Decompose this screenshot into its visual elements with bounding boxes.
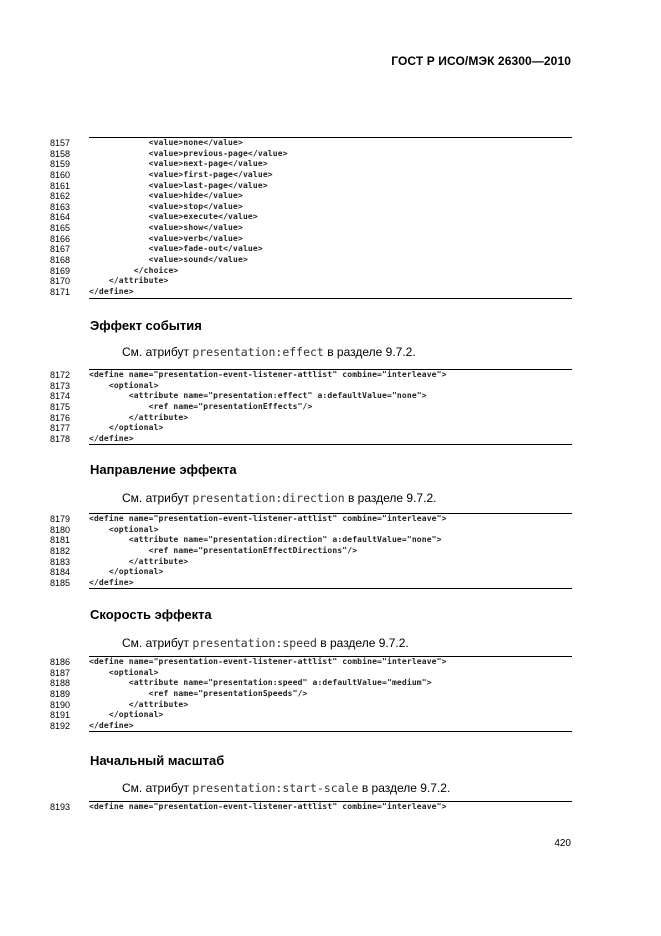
section-paragraph [122, 636, 409, 650]
line-number: 8157 [50, 138, 71, 148]
code-line [50, 668, 572, 679]
code-line [50, 170, 572, 181]
line-number: 8185 [50, 577, 71, 588]
code-text: <value>previous-page</value> [89, 148, 288, 158]
code-text: </optional> [89, 567, 164, 577]
code-text: <define name="presentation-event-listener-attlist" combine="interleave"> [89, 657, 447, 666]
code-line [50, 266, 572, 277]
line-number: 8187 [50, 667, 71, 678]
code-text: <ref name="presentationEffectDirections"/> [89, 545, 358, 555]
code-lines [50, 138, 572, 298]
code-text: <define name="presentation-event-listener-attlist" combine="interleave"> [89, 370, 447, 379]
attribute-term: presentation:start-scale [192, 781, 359, 795]
line-number: 8193 [50, 802, 71, 812]
code-lines [50, 514, 572, 588]
code-line [50, 514, 572, 525]
code-line [50, 700, 572, 711]
line-number: 8159 [50, 159, 71, 170]
code-text: <attribute name="presentation:effect" a:defaultValue="none"> [89, 391, 427, 401]
code-text: <optional> [89, 380, 159, 390]
code-line [50, 525, 572, 536]
code-line [50, 159, 572, 170]
section-heading: Направление эффекта [90, 462, 237, 477]
code-listing [50, 656, 572, 732]
line-number: 8158 [50, 148, 71, 159]
line-number: 8166 [50, 233, 71, 244]
line-number: 8183 [50, 556, 71, 567]
line-number: 8181 [50, 535, 71, 546]
line-number: 8165 [50, 223, 71, 234]
code-text: <define name="presentation-event-listener-attlist" combine="interleave"> [89, 802, 447, 811]
line-number: 8172 [50, 370, 71, 380]
code-text: <value>last-page</value> [89, 180, 268, 190]
code-line [50, 546, 572, 557]
line-number: 8192 [50, 720, 71, 731]
code-line [50, 678, 572, 689]
code-text: <value>none</value> [89, 138, 243, 147]
code-text: </define> [89, 577, 134, 587]
code-text: <ref name="presentationSpeeds"/> [89, 688, 308, 698]
code-line [50, 276, 572, 287]
code-line [50, 381, 572, 392]
para-suffix: в разделе 9.7.2. [344, 491, 437, 505]
line-number: 8178 [50, 433, 71, 444]
code-text: <ref name="presentationEffects"/> [89, 401, 313, 411]
code-lines [50, 657, 572, 731]
line-number: 8176 [50, 412, 71, 423]
line-number: 8162 [50, 191, 71, 202]
code-text: </attribute> [89, 276, 169, 286]
code-listing [50, 137, 572, 299]
line-number: 8190 [50, 699, 71, 710]
section-paragraph [122, 491, 436, 505]
para-prefix: См. атрибут [122, 781, 193, 795]
code-lines [50, 802, 572, 813]
code-text: <attribute name="presentation:speed" a:defaultValue="medium"> [89, 678, 432, 688]
line-number: 8167 [50, 244, 71, 255]
para-suffix: в разделе 9.7.2. [316, 636, 409, 650]
line-number: 8161 [50, 180, 71, 191]
code-text: <value>stop</value> [89, 201, 243, 211]
code-line [50, 413, 572, 424]
para-prefix: См. атрибут [122, 636, 193, 650]
code-text: <value>first-page</value> [89, 169, 273, 179]
code-line [50, 802, 572, 813]
code-line [50, 212, 572, 223]
section-heading: Начальный масштаб [90, 753, 225, 768]
section-heading: Эффект события [90, 318, 202, 333]
code-line [50, 535, 572, 546]
code-line [50, 567, 572, 578]
code-text: <value>execute</value> [89, 212, 258, 222]
bottom-rule [89, 588, 572, 589]
code-text: <define name="presentation-event-listener-attlist" combine="interleave"> [89, 514, 447, 523]
para-suffix: в разделе 9.7.2. [323, 345, 416, 359]
line-number: 8164 [50, 212, 71, 223]
attribute-term: presentation:speed [192, 636, 317, 650]
bottom-rule [89, 444, 572, 445]
line-number: 8168 [50, 255, 71, 266]
line-number: 8186 [50, 657, 71, 667]
code-line [50, 402, 572, 413]
line-number: 8170 [50, 276, 71, 287]
code-line [50, 391, 572, 402]
code-text: <value>sound</value> [89, 255, 248, 265]
code-line [50, 721, 572, 732]
line-number: 8173 [50, 380, 71, 391]
code-text: <value>hide</value> [89, 191, 243, 201]
code-listing [50, 513, 572, 589]
code-text: </optional> [89, 423, 164, 433]
line-number: 8171 [50, 286, 71, 297]
code-line [50, 223, 572, 234]
section-paragraph [122, 345, 416, 359]
line-number: 8184 [50, 567, 71, 578]
line-number: 8179 [50, 514, 71, 524]
code-text: </define> [89, 286, 134, 296]
document-header: ГОСТ Р ИСО/МЭК 26300—2010 [391, 54, 571, 68]
line-number: 8163 [50, 201, 71, 212]
code-lines [50, 370, 572, 444]
line-number: 8169 [50, 265, 71, 276]
code-text: <attribute name="presentation:direction" a:defaultValue="none"> [89, 535, 442, 545]
code-line [50, 244, 572, 255]
code-line [50, 423, 572, 434]
code-text: </attribute> [89, 412, 189, 422]
para-prefix: См. атрибут [122, 491, 193, 505]
line-number: 8180 [50, 524, 71, 535]
code-text: <value>next-page</value> [89, 159, 268, 169]
code-line [50, 578, 572, 589]
code-text: </optional> [89, 710, 164, 720]
line-number: 8189 [50, 688, 71, 699]
code-text: </define> [89, 720, 134, 730]
code-text: </define> [89, 433, 134, 443]
code-text: <value>fade-out</value> [89, 244, 263, 254]
code-text: <value>verb</value> [89, 233, 243, 243]
code-line [50, 370, 572, 381]
code-line [50, 191, 572, 202]
code-line [50, 149, 572, 160]
bottom-rule [89, 298, 572, 299]
page-number: 420 [554, 838, 571, 849]
code-line [50, 557, 572, 568]
code-line [50, 657, 572, 668]
code-line [50, 138, 572, 149]
section-paragraph [122, 781, 450, 795]
code-text: <optional> [89, 667, 159, 677]
code-line [50, 689, 572, 700]
code-line [50, 202, 572, 213]
code-listing [50, 369, 572, 445]
bottom-rule [89, 731, 572, 732]
line-number: 8191 [50, 710, 71, 721]
code-line [50, 181, 572, 192]
line-number: 8182 [50, 545, 71, 556]
attribute-term: presentation:effect [192, 345, 324, 359]
code-text: <value>show</value> [89, 223, 243, 233]
line-number: 8175 [50, 401, 71, 412]
code-text: </choice> [89, 265, 179, 275]
code-line [50, 710, 572, 721]
code-text: </attribute> [89, 556, 189, 566]
para-prefix: См. атрибут [122, 345, 193, 359]
line-number: 8188 [50, 678, 71, 689]
code-line [50, 255, 572, 266]
line-number: 8174 [50, 391, 71, 402]
para-suffix: в разделе 9.7.2. [358, 781, 451, 795]
line-number: 8160 [50, 169, 71, 180]
code-line [50, 234, 572, 245]
code-listing [50, 801, 572, 813]
line-number: 8177 [50, 423, 71, 434]
code-text: <optional> [89, 524, 159, 534]
attribute-term: presentation:direction [192, 491, 345, 505]
code-text: </attribute> [89, 699, 189, 709]
code-line [50, 434, 572, 445]
section-heading: Скорость эффекта [90, 607, 212, 622]
code-line [50, 287, 572, 298]
